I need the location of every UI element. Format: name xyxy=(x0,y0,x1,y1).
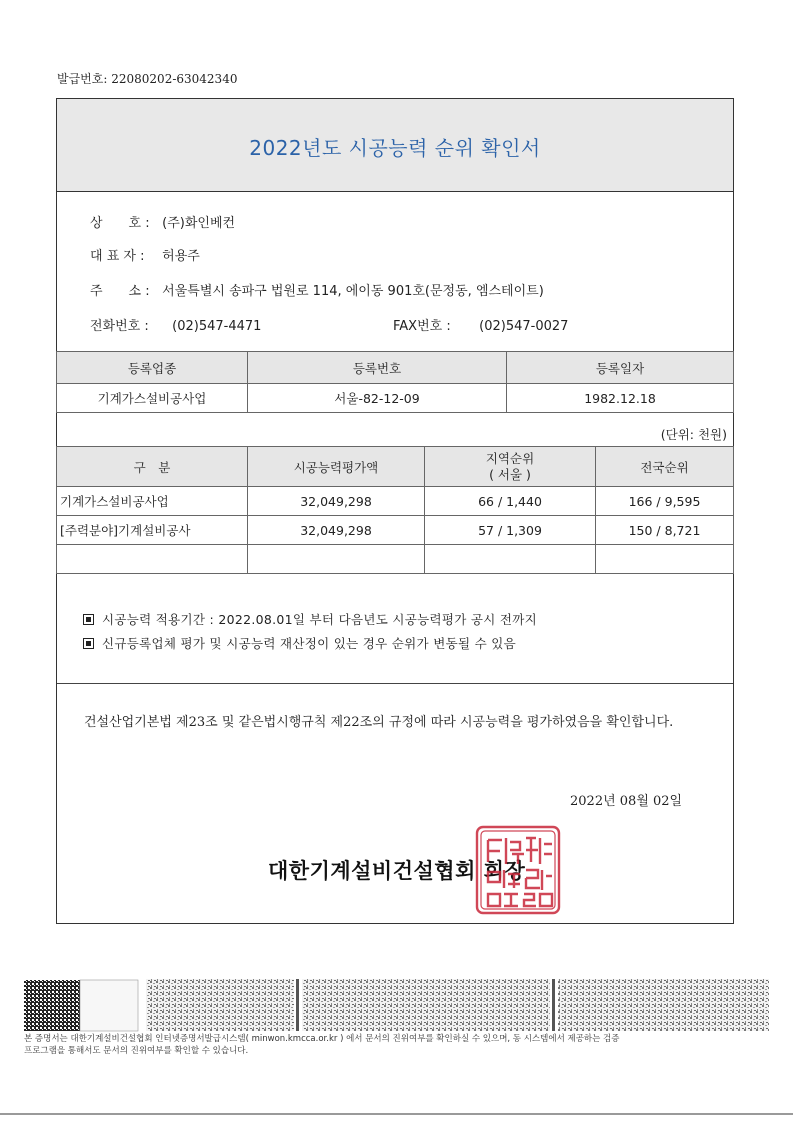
official-seal-icon xyxy=(474,824,562,916)
rank-value: 32,049,298 xyxy=(248,487,425,516)
rank-header-value: 시공능력평가액 xyxy=(248,447,425,487)
registration-row xyxy=(57,384,734,413)
note-text: 시공능력 적용기간 : 2022.08.01일 부터 다음년도 시공능력평가 공시 전까지 xyxy=(102,612,538,627)
reg-header-number: 등록번호 xyxy=(248,352,507,384)
fax-label: FAX번호 : xyxy=(393,319,451,334)
rank-national: 150 / 8,721 xyxy=(596,516,734,545)
note-item xyxy=(83,610,537,628)
phone-label: 전화번호 : xyxy=(90,319,149,334)
reg-number: 서울-82-12-09 xyxy=(248,384,507,413)
representative-row xyxy=(90,245,200,264)
rank-header-regional-region: ( 서울 ) xyxy=(489,466,531,482)
reg-header-date: 등록일자 xyxy=(507,352,734,384)
bullet-square-icon xyxy=(83,614,94,625)
registration-header-row xyxy=(57,352,734,384)
rank-header-regional-title: 지역순위 xyxy=(485,450,535,466)
footer-notice xyxy=(24,1033,769,1057)
declaration-text: 건설산업기본법 제23조 및 같은법시행규칙 제22조의 규정에 따라 시공능력을 평가하였음을 확인합니다. xyxy=(84,715,674,730)
representative-name: 허용주 xyxy=(162,249,200,264)
bullet-square-icon xyxy=(83,638,94,649)
rank-division: [주력분야]기계설비공사 xyxy=(57,516,248,545)
fax-row xyxy=(393,315,568,334)
company-name-label: 상 호 : xyxy=(90,216,150,231)
section-divider xyxy=(57,683,733,684)
phone-number: (02)547-4471 xyxy=(172,319,262,334)
rank-division: 기계가스설비공사업 xyxy=(57,487,248,516)
page-edge-line xyxy=(0,1113,793,1115)
ranking-header-row xyxy=(57,447,734,487)
empty-row xyxy=(57,545,734,574)
ranking-table xyxy=(56,446,734,574)
unit-label: (단위: 천원) xyxy=(660,427,727,442)
address-row xyxy=(90,280,544,299)
empty-cell xyxy=(57,545,248,574)
table-row xyxy=(57,487,734,516)
address-label: 주 소 : xyxy=(90,284,150,299)
rank-regional: 57 / 1,309 xyxy=(425,516,596,545)
reg-date: 1982.12.18 xyxy=(507,384,734,413)
rank-header-national: 전국순위 xyxy=(596,447,734,487)
reg-header-type: 등록업종 xyxy=(57,352,248,384)
phone-row xyxy=(90,315,261,334)
note-item xyxy=(83,634,516,652)
rank-national: 166 / 9,595 xyxy=(596,487,734,516)
issue-number-value: 22080202-63042340 xyxy=(111,72,238,86)
rank-value: 32,049,298 xyxy=(248,516,425,545)
issue-number-label: 발급번호: xyxy=(57,72,108,86)
rank-regional: 66 / 1,440 xyxy=(425,487,596,516)
table-row xyxy=(57,516,734,545)
footer-line: 프로그램을 통해서도 문서의 진위여부를 확인할 수 있습니다. xyxy=(24,1046,249,1056)
empty-cell xyxy=(248,545,425,574)
reg-type: 기계가스설비공사업 xyxy=(57,384,248,413)
issue-date: 2022년 08월 02일 xyxy=(570,794,683,809)
company-name: (주)화인베컨 xyxy=(162,216,236,231)
company-name-row xyxy=(90,212,235,231)
footer-line: 본 증명서는 대한기계설비건설협회 인터넷증명서발급시스템( minwon.kmcca.or.kr ) 에서 문서의 진위여부를 확인하실 수 있으며, 동 시스템에서 제공하는 검증 xyxy=(24,1034,620,1044)
issuer-name: 대한기계설비건설협회 회장 xyxy=(268,859,526,883)
page-title: 2022년도 시공능력 순위 확인서 xyxy=(249,136,541,160)
verification-barcode-strip xyxy=(24,975,769,1033)
note-text: 신규등록업체 평가 및 시공능력 재산정이 있는 경우 순위가 변동될 수 있음 xyxy=(102,636,516,651)
representative-label: 대 표 자 : xyxy=(90,249,145,264)
address: 서울특별시 송파구 법원로 114, 에이동 901호(문정동, 엠스테이트) xyxy=(162,284,544,299)
registration-table xyxy=(56,351,734,413)
issue-number xyxy=(57,70,237,87)
empty-cell xyxy=(425,545,596,574)
rank-header-division: 구 분 xyxy=(57,447,248,487)
empty-cell xyxy=(596,545,734,574)
fax-number: (02)547-0027 xyxy=(479,319,569,334)
rank-header-regional xyxy=(425,447,596,487)
